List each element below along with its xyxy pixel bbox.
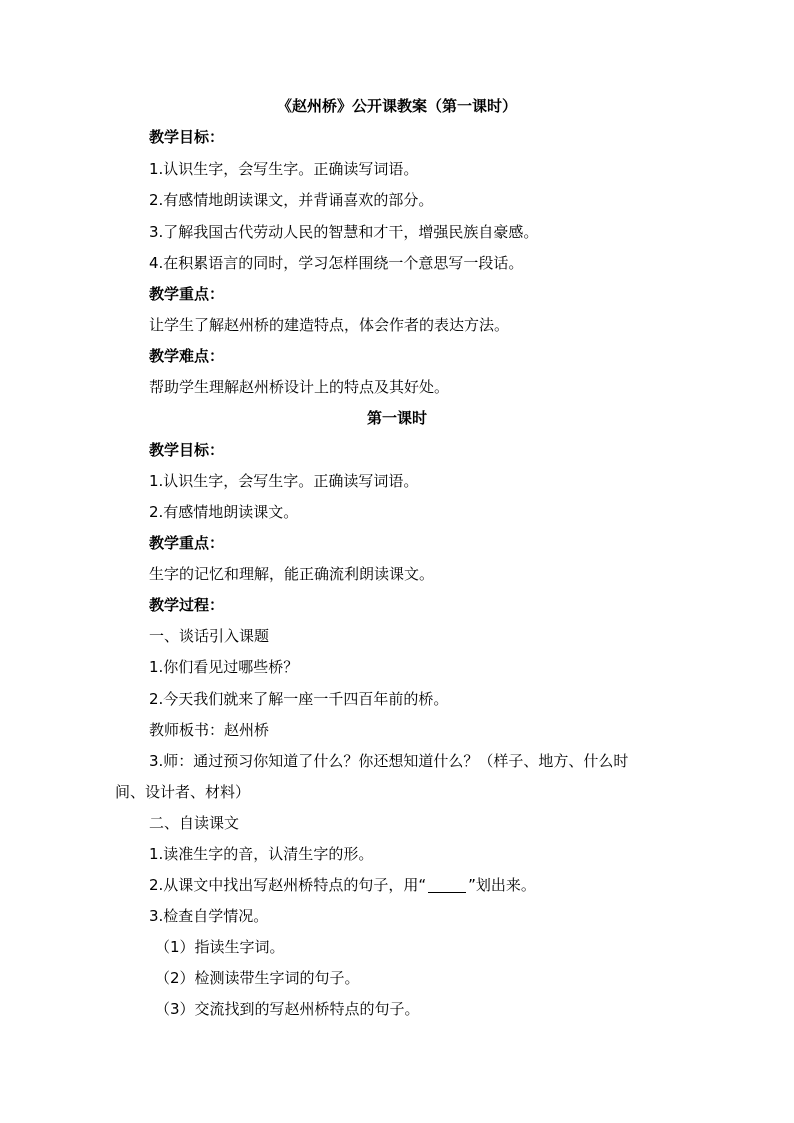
process-part2-item-2 bbox=[149, 872, 536, 898]
goals-heading: 教学目标： bbox=[149, 128, 225, 146]
difficulty-text: 帮助学生理解赵州桥设计上的特点及其好处。 bbox=[149, 378, 450, 396]
sub-item-3: （3）交流找到的写赵州桥特点的句子。 bbox=[155, 1000, 420, 1018]
board-text: 教师板书：赵州桥 bbox=[149, 721, 270, 739]
goal-item-2: 2.有感情地朗读课文，并背诵喜欢的部分。 bbox=[149, 191, 434, 209]
process-part2-item-3: 3.检查自学情况。 bbox=[149, 907, 269, 925]
difficulty-heading: 教学难点： bbox=[149, 347, 225, 365]
lesson-title: 第一课时 bbox=[366, 409, 427, 427]
sub-item-2: （2）检测读带生字词的句子。 bbox=[155, 969, 360, 987]
lesson-key-text: 生字的记忆和理解，能正确流利朗读课文。 bbox=[149, 565, 435, 583]
goal-item-3: 3.了解我国古代劳动人民的智慧和才干，增强民族自豪感。 bbox=[149, 223, 539, 241]
lesson-key-heading: 教学重点： bbox=[149, 534, 225, 552]
document-title: 《赵州桥》公开课教案（第一课时） bbox=[276, 97, 517, 115]
lesson-goals-heading: 教学目标： bbox=[149, 441, 225, 459]
process-part2-item-1: 1.读准生字的音，认清生字的形。 bbox=[149, 845, 374, 863]
process-heading: 教学过程： bbox=[149, 596, 225, 614]
goal-item-4: 4.在积累语言的同时，学习怎样围绕一个意思写一段话。 bbox=[149, 254, 524, 272]
lesson-goal-item-1: 1.认识生字，会写生字。正确读写词语。 bbox=[149, 472, 419, 490]
goal-item-1: 1.认识生字，会写生字。正确读写词语。 bbox=[149, 160, 419, 178]
sub-item-1: （1）指读生字词。 bbox=[155, 938, 285, 956]
process-part1-item-1: 1.你们看见过哪些桥？ bbox=[149, 658, 299, 676]
process-part1-title: 一、谈话引入课题 bbox=[149, 627, 270, 645]
lesson-goal-item-2: 2.有感情地朗读课文。 bbox=[149, 503, 299, 521]
process-part2-title: 二、自读课文 bbox=[149, 814, 240, 832]
process-part2-item-2-pre: 2.从课文中找出写赵州桥特点的句子，用“ bbox=[149, 876, 427, 894]
process-part2-item-2-post: ”划出来。 bbox=[468, 876, 536, 894]
process-part1-item-2: 2.今天我们就来了解一座一千四百年前的桥。 bbox=[149, 690, 449, 708]
key-points-text: 让学生了解赵州桥的建造特点，体会作者的表达方法。 bbox=[149, 316, 510, 334]
key-points-heading: 教学重点： bbox=[149, 285, 225, 303]
underline-blank bbox=[428, 878, 466, 893]
process-part1-item-3-line2: 间、设计者、材料） bbox=[115, 783, 251, 801]
process-part1-item-3-line1: 3.师：通过预习你知道了什么？你还想知道什么？（样子、地方、什么时 bbox=[149, 752, 629, 770]
